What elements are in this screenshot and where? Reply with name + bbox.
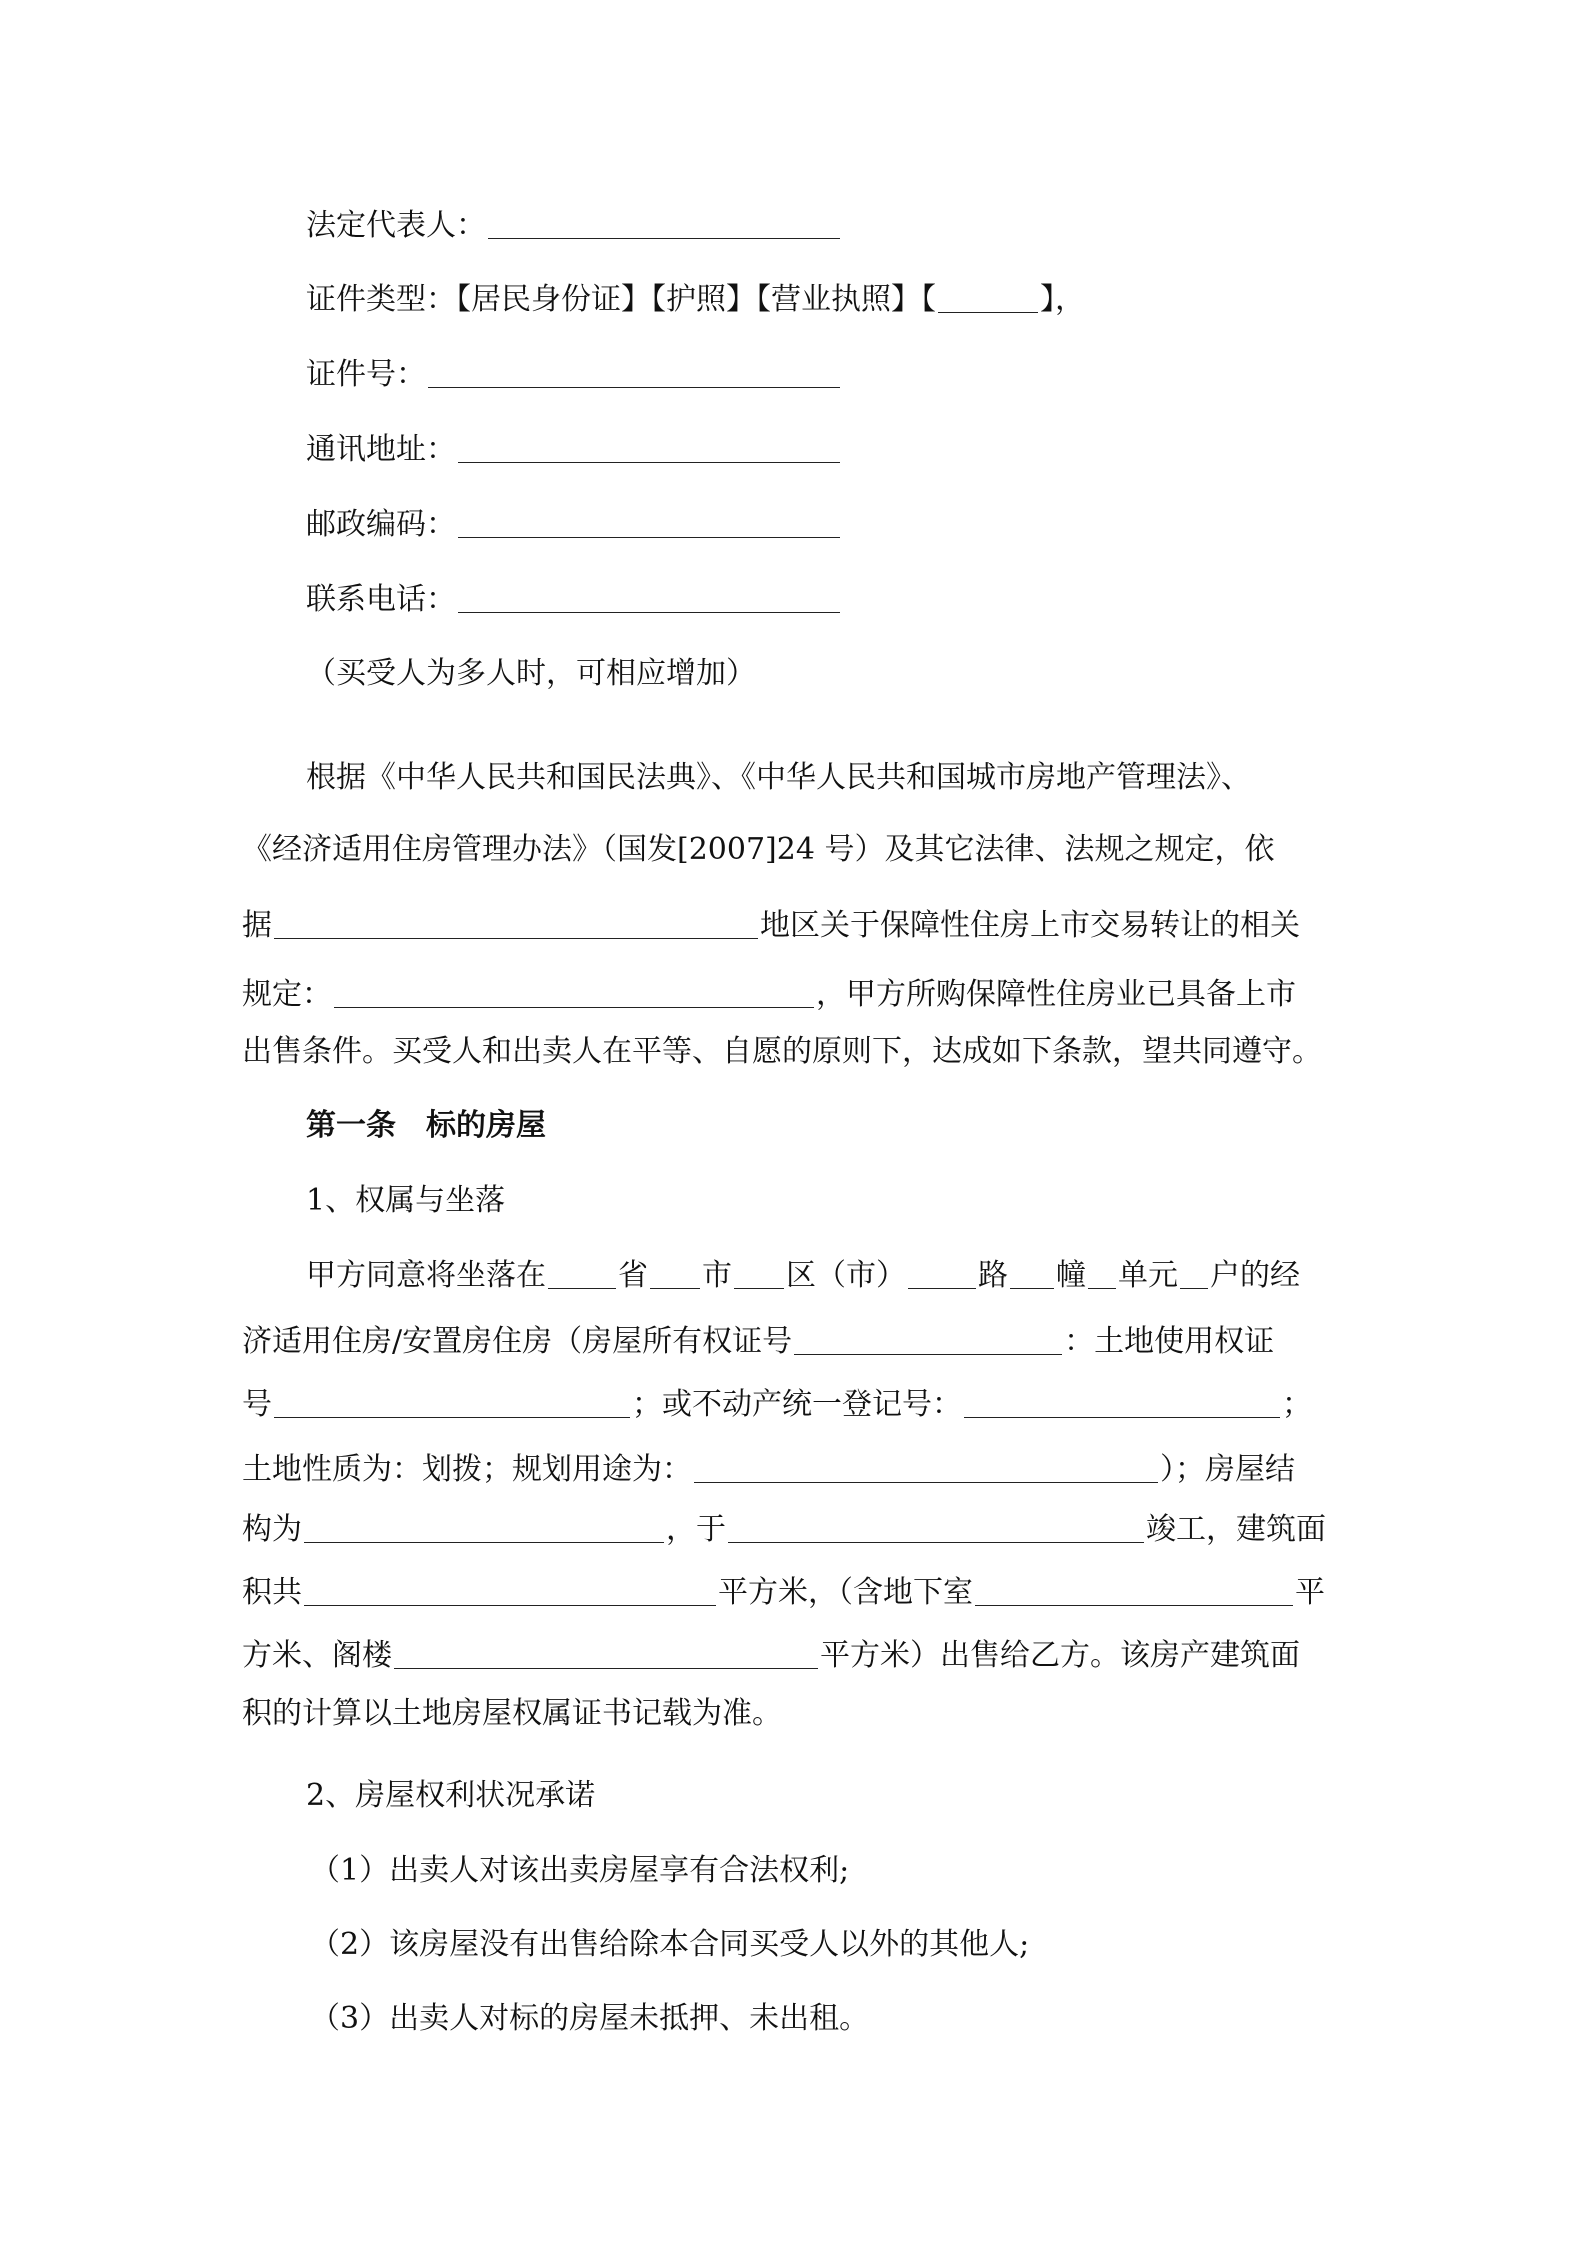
location-line-4 — [242, 1450, 1295, 1490]
regulation-blank[interactable] — [334, 977, 814, 1008]
preamble-text: 规定： — [242, 977, 332, 1012]
unit-blank[interactable] — [1088, 1258, 1116, 1289]
location-line-2 — [242, 1322, 1274, 1362]
legal-rep-line — [306, 206, 842, 246]
preamble-text: ，甲方所购保障性住房业已具备上市 — [816, 977, 1296, 1012]
preamble-line-1: 根据《中华人民共和国民法典》、《中华人民共和国城市房地产管理法》、 — [306, 760, 1251, 795]
postcode-blank[interactable] — [458, 507, 840, 538]
location-line-5 — [242, 1510, 1326, 1550]
id-no-line — [306, 355, 842, 395]
legal-rep-label: 法定代表人： — [306, 208, 486, 243]
preamble-line-2: 《经济适用住房管理办法》（国发[2007]24 号）及其它法律、法规之规定，依 — [242, 832, 1275, 867]
road-blank[interactable] — [908, 1258, 976, 1289]
location-text: 济适用住房/安置房住房（房屋所有权证号 — [242, 1324, 793, 1359]
preamble-text: 地区关于保障性住房上市交易转让的相关 — [760, 908, 1300, 943]
id-no-label: 证件号： — [306, 357, 426, 392]
phone-blank[interactable] — [458, 582, 840, 613]
location-text: 平 — [1295, 1575, 1325, 1610]
location-text: 市 — [702, 1258, 732, 1293]
preamble-line-5: 出售条件。买受人和出卖人在平等、自愿的原则下，达成如下条款，望共同遵守。 — [242, 1034, 1322, 1069]
completion-date-blank[interactable] — [728, 1512, 1144, 1543]
structure-blank[interactable] — [304, 1512, 664, 1543]
location-text: ）；房屋结 — [1160, 1452, 1295, 1487]
land-cert-blank[interactable] — [274, 1387, 630, 1418]
location-text: ； — [1282, 1387, 1312, 1422]
location-text: ：土地使用权证 — [1064, 1324, 1275, 1359]
location-text: 幢 — [1056, 1258, 1086, 1293]
location-line-3 — [242, 1385, 1312, 1425]
section-1-title: 1、权属与坐落 — [306, 1183, 506, 1218]
location-line-7 — [242, 1636, 1300, 1676]
location-text: 甲方同意将坐落在 — [306, 1258, 546, 1293]
postcode-line — [306, 505, 842, 545]
location-text: 平方米，（含地下室 — [718, 1575, 973, 1610]
city-blank[interactable] — [650, 1258, 700, 1289]
id-type-line — [306, 280, 1085, 320]
floor-area-blank[interactable] — [304, 1575, 716, 1606]
attic-area-blank[interactable] — [394, 1638, 818, 1669]
article-1-title: 第一条 标的房屋 — [306, 1108, 546, 1143]
ownership-cert-blank[interactable] — [794, 1324, 1062, 1355]
id-no-blank[interactable] — [428, 357, 840, 388]
address-blank[interactable] — [458, 432, 840, 463]
location-text: ，于 — [666, 1512, 726, 1547]
location-text: 竣工，建筑面 — [1146, 1512, 1326, 1547]
location-text: 号 — [242, 1387, 272, 1422]
location-text: 单元 — [1118, 1258, 1178, 1293]
legal-rep-blank[interactable] — [488, 208, 840, 239]
preamble-text: 据 — [242, 908, 272, 943]
location-text: 土地性质为：划拨；规划用途为： — [242, 1452, 692, 1487]
location-text: 户的经 — [1210, 1258, 1300, 1293]
id-type-label: 证件类型： — [306, 282, 456, 317]
location-line-6 — [242, 1573, 1325, 1613]
basement-area-blank[interactable] — [975, 1575, 1293, 1606]
address-line — [306, 430, 842, 470]
id-type-other-blank[interactable] — [938, 282, 1038, 313]
phone-label: 联系电话： — [306, 582, 456, 617]
address-label: 通讯地址： — [306, 432, 456, 467]
planned-use-blank[interactable] — [694, 1452, 1158, 1483]
phone-line — [306, 580, 842, 620]
district-blank[interactable] — [734, 1258, 784, 1289]
commitment-item-1: （1）出卖人对该出卖房屋享有合法权利; — [310, 1853, 850, 1888]
commitment-item-3: （3）出卖人对标的房屋未抵押、未出租。 — [310, 2001, 870, 2036]
postcode-label: 邮政编码： — [306, 507, 456, 542]
location-text: 方米、阁楼 — [242, 1638, 392, 1673]
preamble-line-4 — [242, 975, 1296, 1015]
location-text: 积共 — [242, 1575, 302, 1610]
building-blank[interactable] — [1010, 1258, 1054, 1289]
section-2-title: 2、房屋权利状况承诺 — [306, 1778, 596, 1813]
location-text: 平方米）出售给乙方。该房产建筑面 — [820, 1638, 1300, 1673]
location-text: 省 — [618, 1258, 648, 1293]
room-blank[interactable] — [1180, 1258, 1208, 1289]
province-blank[interactable] — [548, 1258, 616, 1289]
registration-no-blank[interactable] — [964, 1387, 1280, 1418]
buyer-note: （买受人为多人时，可相应增加） — [306, 656, 756, 691]
id-type-close: 】， — [1040, 282, 1085, 317]
location-text: 构为 — [242, 1512, 302, 1547]
id-type-options: 【居民身份证】【护照】【营业执照】【 — [456, 282, 936, 317]
commitment-item-2: （2）该房屋没有出售给除本合同买受人以外的其他人; — [310, 1927, 1030, 1962]
location-text: 路 — [978, 1258, 1008, 1293]
preamble-line-3 — [242, 906, 1300, 946]
location-text: ；或不动产统一登记号： — [632, 1387, 962, 1422]
location-line-1 — [306, 1256, 1300, 1296]
location-text: 区（市） — [786, 1258, 906, 1293]
region-blank[interactable] — [274, 908, 758, 939]
location-line-8: 积的计算以土地房屋权属证书记载为准。 — [242, 1696, 782, 1731]
